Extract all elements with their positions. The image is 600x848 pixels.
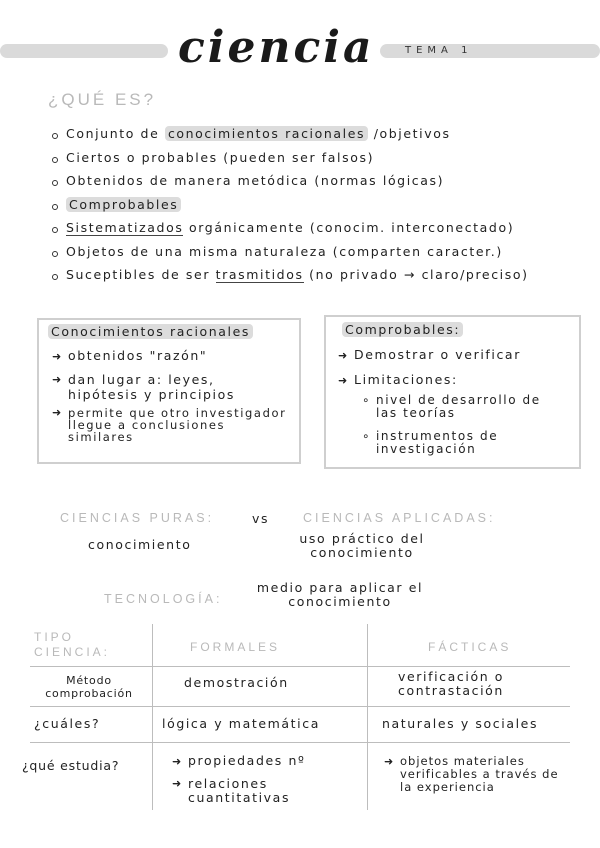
item-text: orgánicamente (conocim. interconectado) [183, 220, 515, 235]
item-text: dan lugar a: leyes, hipótesis y principios [68, 372, 235, 402]
row-label: ¿qué estudia? [22, 758, 120, 773]
table-cell: demostración [184, 675, 289, 690]
list-item [50, 220, 595, 244]
box-left-title-text: Conocimientos racionales [48, 324, 253, 339]
vs-label: vs [252, 511, 270, 526]
list-item [50, 244, 595, 268]
table-cell [384, 755, 574, 794]
table-divider [30, 706, 570, 707]
box-left-item [52, 372, 287, 402]
item-text: instrumentos de investigación [376, 429, 499, 456]
list-item [50, 267, 595, 291]
que-es-list [50, 126, 595, 291]
tecnologia-desc: medio para aplicar el conocimiento [256, 580, 424, 609]
table-cell [172, 777, 342, 805]
arrow-icon: ➜ [52, 373, 63, 386]
table-corner-label: TIPO CIENCIA: [34, 630, 111, 659]
table-divider [152, 624, 153, 810]
ciencias-aplicadas-desc: uso práctico del conocimiento [299, 531, 425, 560]
underlined-text: trasmitidos [215, 267, 304, 282]
item-text: (no privado → claro/preciso) [303, 267, 529, 282]
arrow-icon: ➜ [338, 374, 349, 387]
header-bar-left [0, 44, 168, 58]
underlined-text: Sistematizados [66, 220, 184, 235]
arrow-icon: ➜ [172, 777, 183, 790]
box-right-subitem [362, 430, 542, 456]
item-text: Limitaciones: [354, 372, 458, 387]
item-text: Suceptibles de ser [66, 267, 216, 282]
item-text: Obtenidos de manera metódica (normas lógicas) [66, 173, 445, 188]
arrow-icon: ➜ [338, 349, 349, 362]
circle-bullet-icon: ∘ [362, 393, 372, 407]
box-right-title-text: Comprobables: [342, 322, 463, 337]
que-es-heading: ¿QUÉ ES? [48, 90, 157, 109]
box-right-title [342, 322, 463, 337]
item-text: Demostrar o verificar [354, 347, 521, 362]
table-cell: verificación o contrastación [398, 669, 505, 698]
highlight: Comprobables [66, 197, 181, 212]
ciencias-puras-label: CIENCIAS PURAS: [60, 511, 215, 525]
table-cell: lógica y matemática [162, 716, 320, 731]
list-item [50, 150, 595, 174]
table-divider [30, 666, 570, 667]
tema-label: TEMA 1 [405, 45, 473, 56]
list-item [50, 173, 595, 197]
item-text: propiedades nº [188, 753, 306, 768]
item-text: nivel de desarrollo de las teorías [376, 393, 541, 420]
item-text: obtenidos "razón" [68, 348, 208, 363]
page-title: ciencia [178, 22, 375, 73]
table-divider [367, 624, 368, 810]
column-header-formales: FORMALES [190, 640, 281, 654]
list-item [50, 126, 595, 150]
box-left-item [52, 348, 292, 363]
box-right-subitem [362, 394, 542, 420]
circle-bullet-icon: ∘ [362, 429, 372, 443]
item-text: relaciones cuantitativas [188, 776, 291, 805]
arrow-icon: ➜ [52, 350, 63, 363]
arrow-icon: ➜ [384, 755, 395, 768]
item-text: /objetivos [368, 126, 451, 141]
item-text: permite que otro investigador llegue a conclusiones similares [68, 406, 287, 444]
table-cell [172, 753, 305, 768]
box-left-title [48, 324, 253, 339]
box-left-item [52, 407, 287, 443]
column-header-facticas: FÁCTICAS [428, 640, 512, 654]
table-divider [30, 742, 570, 743]
table-cell: naturales y sociales [382, 716, 539, 731]
item-text: Ciertos o probables (pueden ser falsos) [66, 149, 375, 165]
item-text: Conjunto de [66, 126, 165, 141]
item-text: Objetos de una misma naturaleza (comparten caracter.) [66, 243, 503, 259]
arrow-icon: ➜ [172, 755, 183, 768]
box-right-item [338, 372, 458, 387]
box-right-item [338, 347, 521, 362]
row-label: ¿cuáles? [34, 716, 101, 731]
row-label: Método comprobación [45, 674, 133, 700]
highlight: conocimientos racionales [165, 126, 368, 141]
ciencias-puras-desc: conocimiento [88, 537, 192, 552]
ciencias-aplicadas-label: CIENCIAS APLICADAS: [303, 511, 496, 525]
list-item [50, 197, 595, 221]
arrow-icon: ➜ [52, 406, 63, 419]
tecnologia-label: TECNOLOGÍA: [104, 592, 223, 606]
item-text: objetos materiales verificables a través de la experiencia [400, 754, 559, 794]
